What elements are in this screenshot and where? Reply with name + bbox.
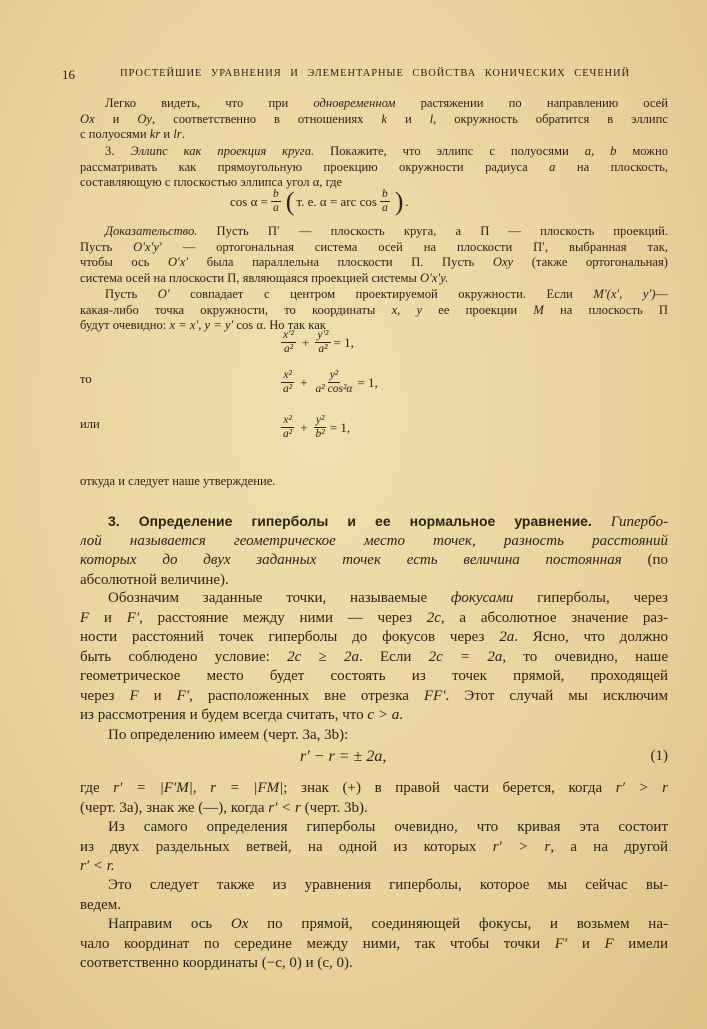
text-line bbox=[80, 935, 668, 955]
paren-open: ( bbox=[285, 186, 295, 216]
text-line bbox=[80, 287, 668, 303]
text-segment: — ортогональная система осей на плоскости Π′, выбранная так, bbox=[161, 239, 668, 254]
formula-lhs: cos α = bbox=[230, 193, 268, 209]
running-header: ПРОСТЕЙШИЕ УРАВНЕНИЯ И ЭЛЕМЕНТАРНЫЕ СВОЙСТВА КОНИЧЕСКИХ СЕЧЕНИЙ bbox=[120, 68, 630, 79]
numerator: y² bbox=[329, 369, 339, 381]
numerator: b bbox=[272, 188, 279, 200]
text-line bbox=[80, 571, 668, 591]
text-segment: рассматривать как прямоугольную проекцию окружности радиуса bbox=[80, 159, 550, 174]
text-line bbox=[80, 648, 668, 668]
fraction bbox=[281, 414, 294, 441]
italic-text: O′x′y. bbox=[420, 271, 449, 286]
italic-text: одновременном bbox=[313, 96, 396, 110]
text-segment: ее проекции bbox=[422, 302, 534, 317]
text-segment: составляющую с плоскостью эллипса угол α, где bbox=[80, 175, 343, 190]
text-line bbox=[80, 144, 668, 160]
text-segment: По определению имеем (черт. 3a, 3b): bbox=[108, 727, 349, 743]
italic-text: k bbox=[381, 111, 388, 126]
text-segment: из рассмотрения и будем всегда считать, что bbox=[80, 707, 368, 723]
formula-ellipse bbox=[278, 414, 350, 441]
text-line bbox=[80, 838, 668, 858]
formula-cos-alpha bbox=[230, 188, 409, 215]
paragraph-axis bbox=[80, 915, 668, 974]
text-segment: с полуосями bbox=[80, 127, 150, 142]
text-segment: на плоскость, bbox=[555, 159, 668, 174]
denominator: a² cos²α bbox=[315, 383, 353, 395]
italic-text: Гипербо- bbox=[610, 514, 668, 530]
numerator: y² bbox=[315, 414, 325, 426]
italic-text: M′(x′, y′) bbox=[593, 287, 656, 301]
text-line bbox=[80, 628, 668, 648]
italic-text: F′ bbox=[176, 687, 190, 704]
italic-text: r′ = |F′M|, r = |FM| bbox=[113, 780, 284, 796]
text-line bbox=[80, 160, 668, 176]
text-line bbox=[80, 609, 668, 629]
text-segment: через bbox=[80, 687, 130, 704]
italic-text: r′ > r bbox=[492, 838, 551, 855]
text-line bbox=[80, 726, 668, 746]
text-segment: Обозначим заданные точки, называемые bbox=[108, 590, 451, 606]
text-segment: система осей на плоскости Π, являющаяся проекцией системы bbox=[80, 271, 421, 286]
text-segment bbox=[592, 514, 611, 530]
paragraph-coordinates bbox=[80, 287, 668, 334]
text-line bbox=[80, 667, 668, 687]
text-line bbox=[80, 876, 668, 896]
text-segment: будут очевидно: bbox=[80, 318, 170, 333]
text-segment: ности расстояний точек гиперболы до фокусов через bbox=[80, 629, 500, 645]
text-line bbox=[80, 532, 668, 552]
denominator: b² bbox=[315, 428, 325, 440]
text-line bbox=[80, 954, 668, 974]
text-line bbox=[80, 706, 668, 726]
text-line bbox=[80, 779, 668, 799]
italic-text: F′ bbox=[554, 935, 568, 952]
plus-sign: + bbox=[300, 374, 308, 390]
text-segment: , то очевидно, наше bbox=[502, 648, 668, 665]
page-number: 16 bbox=[62, 67, 75, 82]
text-segment: — bbox=[655, 287, 668, 301]
formula-circle bbox=[278, 329, 354, 356]
text-segment: можно bbox=[616, 144, 668, 158]
text-segment: , а абсолютное значение раз- bbox=[440, 609, 668, 626]
text-line bbox=[80, 417, 668, 433]
text-segment: , окружность обратится в эллипс bbox=[433, 111, 668, 126]
denominator: a² bbox=[283, 343, 294, 355]
paragraph-where bbox=[80, 779, 668, 818]
italic-text: F bbox=[129, 687, 139, 704]
italic-text: x = x′, y = y′ bbox=[169, 318, 234, 333]
denominator: a² bbox=[283, 383, 293, 395]
italic-text: F bbox=[604, 935, 614, 952]
italic-text: Oxy bbox=[492, 255, 514, 270]
text-segment: (также ортогональная) bbox=[513, 255, 668, 270]
italic-text: Ox bbox=[230, 916, 249, 932]
text-segment: то bbox=[80, 372, 92, 386]
text-line bbox=[80, 687, 668, 707]
text-segment: какая-либо точка окружности, то координаты bbox=[80, 302, 392, 317]
paragraph-follows bbox=[80, 876, 668, 915]
italic-text: x, y bbox=[391, 302, 423, 317]
text-segment: ; знак (+) в правой части берется, когда bbox=[283, 780, 616, 796]
text-segment: геометрическое место будет состоять из точек прямой, проходящей bbox=[80, 668, 668, 684]
numerator: x² bbox=[283, 414, 292, 426]
text-segment: . Ясно, что должно bbox=[514, 629, 668, 645]
text-segment: растяжении по направлению осей bbox=[395, 96, 668, 110]
paragraph-branches bbox=[80, 818, 668, 877]
text-segment: быть соблюдено условие: bbox=[80, 648, 288, 665]
text-segment: (черт. 3a), знак же (—), когда bbox=[80, 799, 269, 816]
text-line bbox=[80, 915, 668, 935]
denominator: a² bbox=[283, 428, 293, 440]
denominator: a² bbox=[318, 343, 328, 355]
text-segment: . bbox=[399, 707, 403, 723]
numerator: b bbox=[381, 188, 388, 200]
text-segment: , а на другой bbox=[550, 838, 668, 855]
numerator: x′² bbox=[283, 329, 295, 341]
text-segment: . bbox=[181, 127, 185, 142]
text-segment: Из самого определения гиперболы очевидно, что кривая эта состоит bbox=[108, 819, 668, 835]
text-line bbox=[80, 799, 668, 819]
plus-sign: + bbox=[300, 419, 308, 435]
italic-text: kr bbox=[149, 127, 161, 142]
text-segment: где bbox=[80, 780, 114, 796]
italic-text: 2c ≥ 2a bbox=[287, 648, 360, 665]
formula-rhs: = 1, bbox=[357, 374, 378, 390]
italic-text: r′ < r. bbox=[80, 858, 115, 874]
text-line bbox=[80, 896, 668, 916]
text-segment: имели bbox=[613, 935, 668, 952]
text-segment: 3. bbox=[105, 144, 131, 158]
text-segment: ведем. bbox=[80, 896, 121, 913]
text-segment: чтобы ось bbox=[80, 255, 168, 270]
fraction bbox=[281, 369, 294, 396]
text-line bbox=[80, 255, 668, 271]
text-segment: и bbox=[89, 609, 127, 626]
italic-text: l bbox=[429, 111, 434, 126]
italic-text: F′ bbox=[126, 609, 140, 626]
fraction bbox=[281, 329, 296, 356]
bold-heading-text: 3. Определение гиперболы и ее нормальное уравнение. bbox=[108, 513, 592, 529]
text-segment: была параллельна плоскости Π. Пусть bbox=[188, 255, 493, 270]
text-line bbox=[80, 96, 668, 112]
text-segment: чало координат по середине между ними, так чтобы точки bbox=[80, 935, 555, 952]
italic-text: r′ < r bbox=[268, 799, 301, 816]
text-line bbox=[80, 112, 668, 128]
paragraph-ellipse-projection bbox=[80, 144, 668, 191]
italic-text: a, b bbox=[584, 144, 617, 158]
text-segment: Направим ось bbox=[108, 916, 231, 932]
italic-text: c > a bbox=[367, 707, 400, 723]
fraction bbox=[315, 329, 330, 356]
italic-text: O′ bbox=[157, 287, 170, 301]
text-segment: Пусть Π′ — плоскость круга, а Π — плоскость проекций. bbox=[197, 224, 668, 238]
paragraph-by-definition bbox=[80, 726, 668, 746]
text-line bbox=[80, 474, 668, 490]
formula-rhs: = 1, bbox=[333, 334, 354, 350]
fraction bbox=[314, 414, 327, 441]
text-segment: . Этот случай мы исключим bbox=[445, 687, 668, 704]
text-line bbox=[80, 512, 668, 532]
italic-text: FF′ bbox=[423, 687, 446, 704]
text-segment: гиперболы, через bbox=[513, 590, 668, 606]
paragraph-stretching bbox=[80, 96, 668, 143]
text-line bbox=[80, 318, 668, 334]
numerator: y′² bbox=[317, 329, 329, 341]
italic-text: F bbox=[80, 609, 90, 626]
italic-text: Эллипс как проекция круга. bbox=[130, 144, 315, 158]
text-line bbox=[80, 551, 668, 571]
text-segment: на плоскость Π bbox=[543, 302, 668, 317]
text-segment: или bbox=[80, 417, 100, 431]
text-segment: и bbox=[160, 127, 174, 142]
text-line bbox=[80, 303, 668, 319]
text-segment: Покажите, что эллипс с полуосями bbox=[314, 144, 585, 158]
italic-text: M bbox=[533, 302, 544, 317]
text-segment: абсолютной величине). bbox=[80, 571, 229, 588]
italic-text: лой называется геометрическое место точек, разность расстояний bbox=[80, 532, 668, 549]
equation-number: (1) bbox=[650, 748, 668, 764]
text-segment: cos α. Но так как bbox=[233, 318, 326, 333]
text-segment: и bbox=[138, 687, 177, 704]
text-line bbox=[80, 271, 668, 287]
text-segment: по прямой, соединяющей фокусы, и возьмем на- bbox=[248, 916, 668, 932]
text-segment: и bbox=[567, 935, 605, 952]
text-segment: , расположенных вне отрезка bbox=[189, 687, 424, 704]
italic-text: r′ > r bbox=[615, 780, 668, 796]
text-segment: откуда и следует наше утверждение. bbox=[80, 474, 276, 488]
italic-text: a bbox=[549, 159, 556, 174]
denominator: a bbox=[272, 202, 279, 214]
paragraph-hyperbola-definition bbox=[80, 512, 668, 590]
italic-text: lr bbox=[173, 127, 182, 142]
text-line bbox=[80, 589, 668, 609]
text-segment: Пусть bbox=[80, 239, 134, 254]
text-line bbox=[80, 127, 668, 143]
text-line bbox=[80, 240, 668, 256]
text-line bbox=[80, 224, 668, 240]
italic-text: фокусами bbox=[450, 590, 514, 606]
numerator: x² bbox=[283, 369, 292, 381]
text-line bbox=[80, 818, 668, 838]
text-segment: и bbox=[387, 111, 430, 126]
italic-text: Oy bbox=[137, 111, 153, 126]
text-line bbox=[80, 857, 668, 877]
text-segment: , соответственно в отношениях bbox=[152, 111, 382, 126]
formula-rhs: = 1, bbox=[329, 419, 351, 435]
italic-text: 2a bbox=[499, 629, 515, 645]
text-segment: (черт. 3b). bbox=[300, 799, 368, 816]
paragraph-foci bbox=[80, 589, 668, 726]
text-segment: и bbox=[94, 111, 138, 126]
italic-text: O′x′ bbox=[167, 255, 189, 270]
denominator: a bbox=[381, 202, 388, 214]
italic-text: 2c bbox=[426, 609, 441, 626]
paragraph-conclusion bbox=[80, 474, 668, 490]
fraction bbox=[271, 188, 281, 215]
italic-text: Ox bbox=[80, 111, 95, 126]
text-segment: соответственно координаты (−c, 0) и (c, 0). bbox=[80, 955, 353, 971]
text-segment: (по bbox=[621, 552, 668, 568]
paragraph-proof bbox=[80, 224, 668, 287]
formula-end: . bbox=[405, 193, 409, 209]
paren-close: ) bbox=[394, 186, 404, 216]
italic-text: O′x′y′ bbox=[133, 239, 162, 254]
text-segment: Пусть bbox=[105, 287, 158, 301]
word-or bbox=[80, 417, 668, 433]
text-segment: Это следует также из уравнения гиперболы, которое мы сейчас вы- bbox=[108, 877, 668, 893]
text-segment: совпадает с центром проектируемой окружности. Если bbox=[169, 287, 594, 301]
text-segment: , расстояние между ними — через bbox=[139, 609, 427, 626]
text-segment: из двух раздельных ветвей, на одной из которых bbox=[80, 838, 493, 855]
formula-projection bbox=[278, 369, 378, 396]
formula-expression: r′ − r = ± 2a, bbox=[300, 748, 387, 765]
text-segment: . Если bbox=[359, 648, 429, 665]
italic-text: которых до двух заданных точек есть величина постоянная bbox=[80, 552, 622, 568]
italic-text: 2c = 2a bbox=[428, 648, 503, 665]
plus-sign: + bbox=[302, 334, 310, 350]
formula-hyperbola-difference bbox=[300, 748, 386, 766]
text-segment: Легко видеть, что при bbox=[105, 96, 314, 110]
fraction bbox=[314, 369, 355, 396]
formula-middle: т. е. α = arc cos bbox=[296, 193, 377, 209]
fraction bbox=[380, 188, 390, 215]
italic-text: Доказательство. bbox=[105, 224, 198, 238]
